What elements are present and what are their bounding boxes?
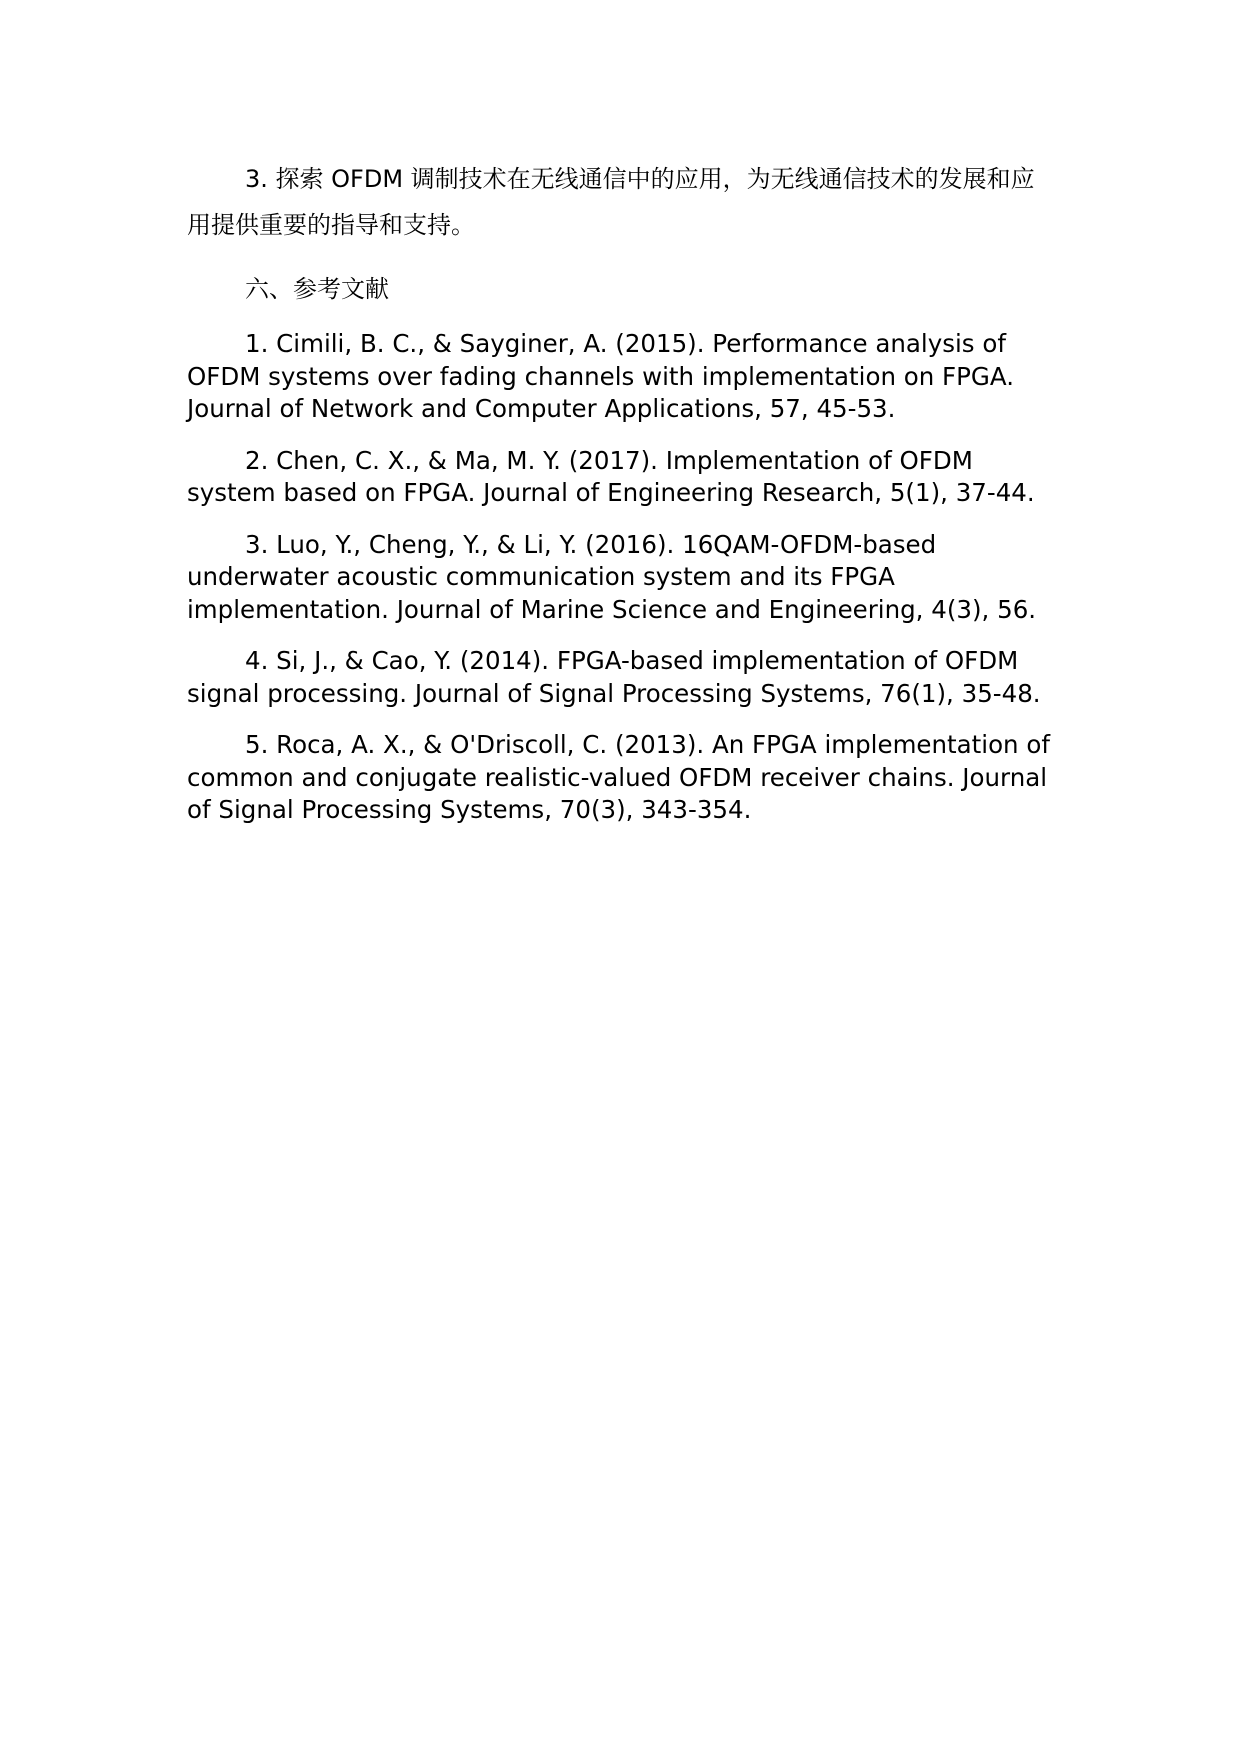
references-list	[187, 328, 1057, 827]
references-heading: 六、参考文献	[245, 275, 389, 303]
reference-item-1: 1. Cimili, B. C., & Sayginer, A. (2015). Performance analysis of OFDM systems over fading channels with implementation on FPGA. Journal of Network and Computer Applications, 57, 45-53.	[187, 329, 1015, 423]
page-content	[187, 156, 1057, 846]
reference-item-5: 5. Roca, A. X., & O'Driscoll, C. (2013). An FPGA implementation of common and conjugate realistic-valued OFDM receiver chains. Journal of Signal Processing Systems, 70(3), 343-354.	[187, 730, 1050, 824]
objective-item-3: 3. 探索 OFDM 调制技术在无线通信中的应用，为无线通信技术的发展和应用提供重要的指导和支持。	[187, 165, 1035, 239]
reference-item-4: 4. Si, J., & Cao, Y. (2014). FPGA-based implementation of OFDM signal processing. Journal of Signal Processing Systems, 76(1), 35-48.	[187, 646, 1041, 708]
reference-item-2: 2. Chen, C. X., & Ma, M. Y. (2017). Implementation of OFDM system based on FPGA. Journal of Engineering Research, 5(1), 37-44.	[187, 445, 1035, 507]
reference-item-3: 3. Luo, Y., Cheng, Y., & Li, Y. (2016). 16QAM-OFDM-based underwater acoustic communication system and its FPGA implementation. Journal of Marine Science and Engineering, 4(3), 56.	[187, 529, 1037, 624]
